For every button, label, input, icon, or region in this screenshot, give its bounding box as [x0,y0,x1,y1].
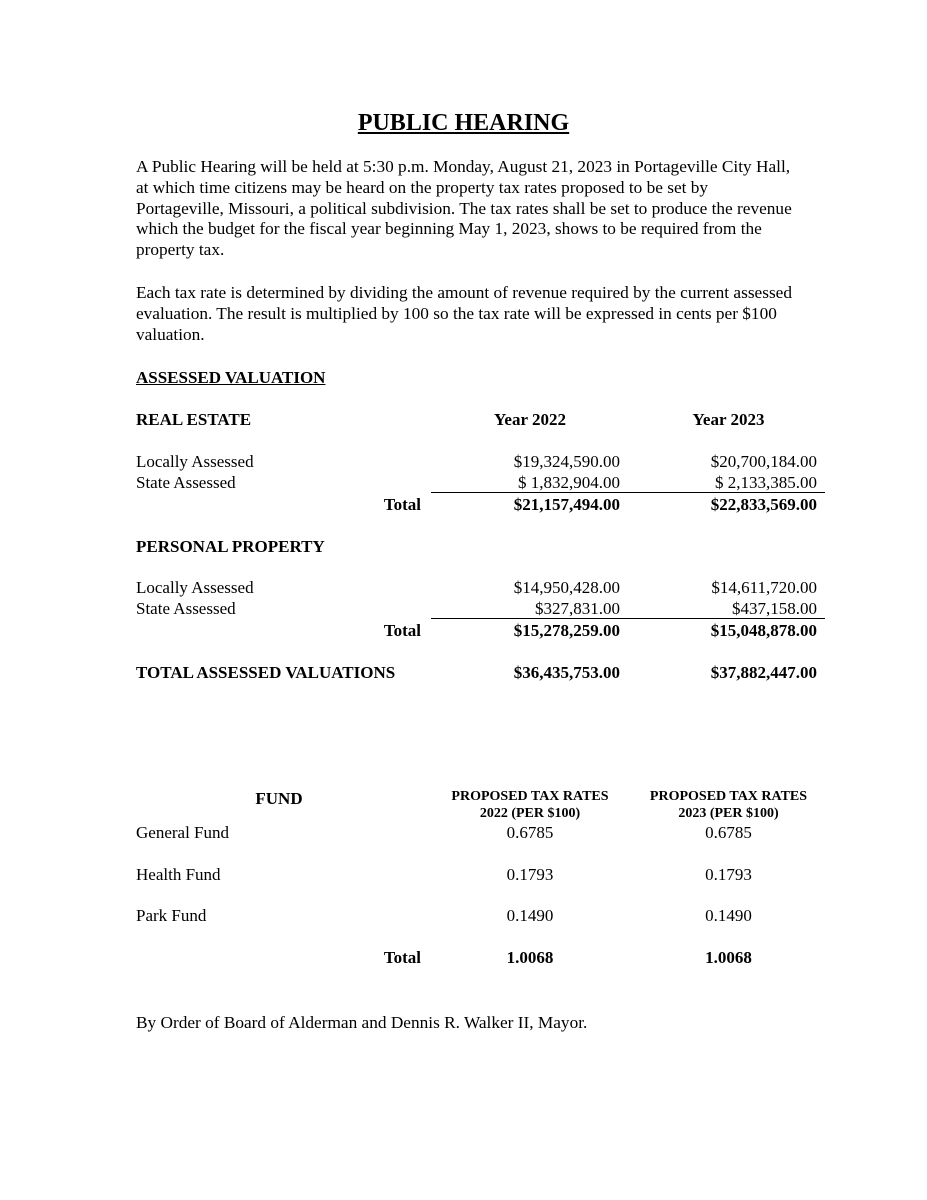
pp-locally-2022: $14,950,428.00 [513,578,620,597]
general-fund-2023: 0.6785 [705,823,752,842]
health-fund-2023: 0.1793 [705,865,752,884]
personal-property-total-rule [431,618,825,619]
re-total-2022: $21,157,494.00 [513,495,620,514]
pp-state-label: State Assessed [136,599,236,618]
re-total-label: Total [383,495,421,514]
rate-2022-header-line2: 2022 (PER $100) [479,806,581,821]
rate-2023-header-line1: PROPOSED TAX RATES [649,789,808,804]
pp-total-2023: $15,048,878.00 [710,621,817,640]
rate-2023-header [640,788,817,822]
rate-2022-header [440,788,620,822]
re-state-label: State Assessed [136,473,236,492]
park-fund-2023: 0.1490 [705,906,752,925]
grand-total-2022: $36,435,753.00 [513,663,620,682]
re-locally-2022: $19,324,590.00 [513,452,620,471]
re-locally-2023: $20,700,184.00 [710,452,817,471]
park-fund-label: Park Fund [136,906,207,925]
fund-total-label: Total [383,948,421,967]
pp-state-2022: $327,831.00 [535,599,620,618]
health-fund-2022: 0.1793 [506,865,554,884]
fund-total-2023: 1.0068 [705,948,752,967]
grand-total-label: TOTAL ASSESSED VALUATIONS [136,663,396,682]
re-total-2023: $22,833,569.00 [710,495,817,514]
pp-locally-label: Locally Assessed [136,578,254,597]
fund-total-2022: 1.0068 [506,948,554,967]
page-title: PUBLIC HEARING [357,110,570,136]
rate-2023-header-line2: 2023 (PER $100) [678,806,779,821]
closing-statement: By Order of Board of Alderman and Dennis R. Walker II, Mayor. [136,1013,588,1032]
park-fund-2022: 0.1490 [506,906,554,925]
column-header-2023: Year 2023 [692,410,765,429]
assessed-valuation-heading: ASSESSED VALUATION [136,368,326,387]
grand-total-2023: $37,882,447.00 [710,663,817,682]
personal-property-heading: PERSONAL PROPERTY [136,537,325,556]
real-estate-heading: REAL ESTATE [136,410,252,429]
re-locally-label: Locally Assessed [136,452,254,471]
pp-total-label: Total [383,621,421,640]
re-state-2022: $ 1,832,904.00 [518,473,620,492]
method-paragraph: Each tax rate is determined by dividing the amount of revenue required by the current assessed evaluation. The result is multiplied by 100 so the tax rate will be expressed in cents per $100 valuation. [136,283,792,344]
fund-column-header: FUND [255,789,303,808]
column-header-2022: Year 2022 [494,410,566,429]
re-state-2023: $ 2,133,385.00 [715,473,817,492]
rate-2022-header-line1: PROPOSED TAX RATES [451,789,609,804]
pp-state-2023: $437,158.00 [732,599,817,618]
pp-locally-2023: $14,611,720.00 [711,578,817,597]
pp-total-2022: $15,278,259.00 [513,621,620,640]
general-fund-label: General Fund [136,823,230,842]
real-estate-total-rule [431,492,825,493]
health-fund-label: Health Fund [136,865,221,884]
general-fund-2022: 0.6785 [506,823,554,842]
intro-paragraph: A Public Hearing will be held at 5:30 p.m. Monday, August 21, 2023 in Portageville City Hall, at which time citizens may be heard on the property tax rates proposed to be set by Portageville, Missouri, a political subdivision. The tax rates shall be set to produce the revenue which the budget for the fiscal year beginning May 1, 2023, shows to be required from the property tax. [136,157,792,260]
